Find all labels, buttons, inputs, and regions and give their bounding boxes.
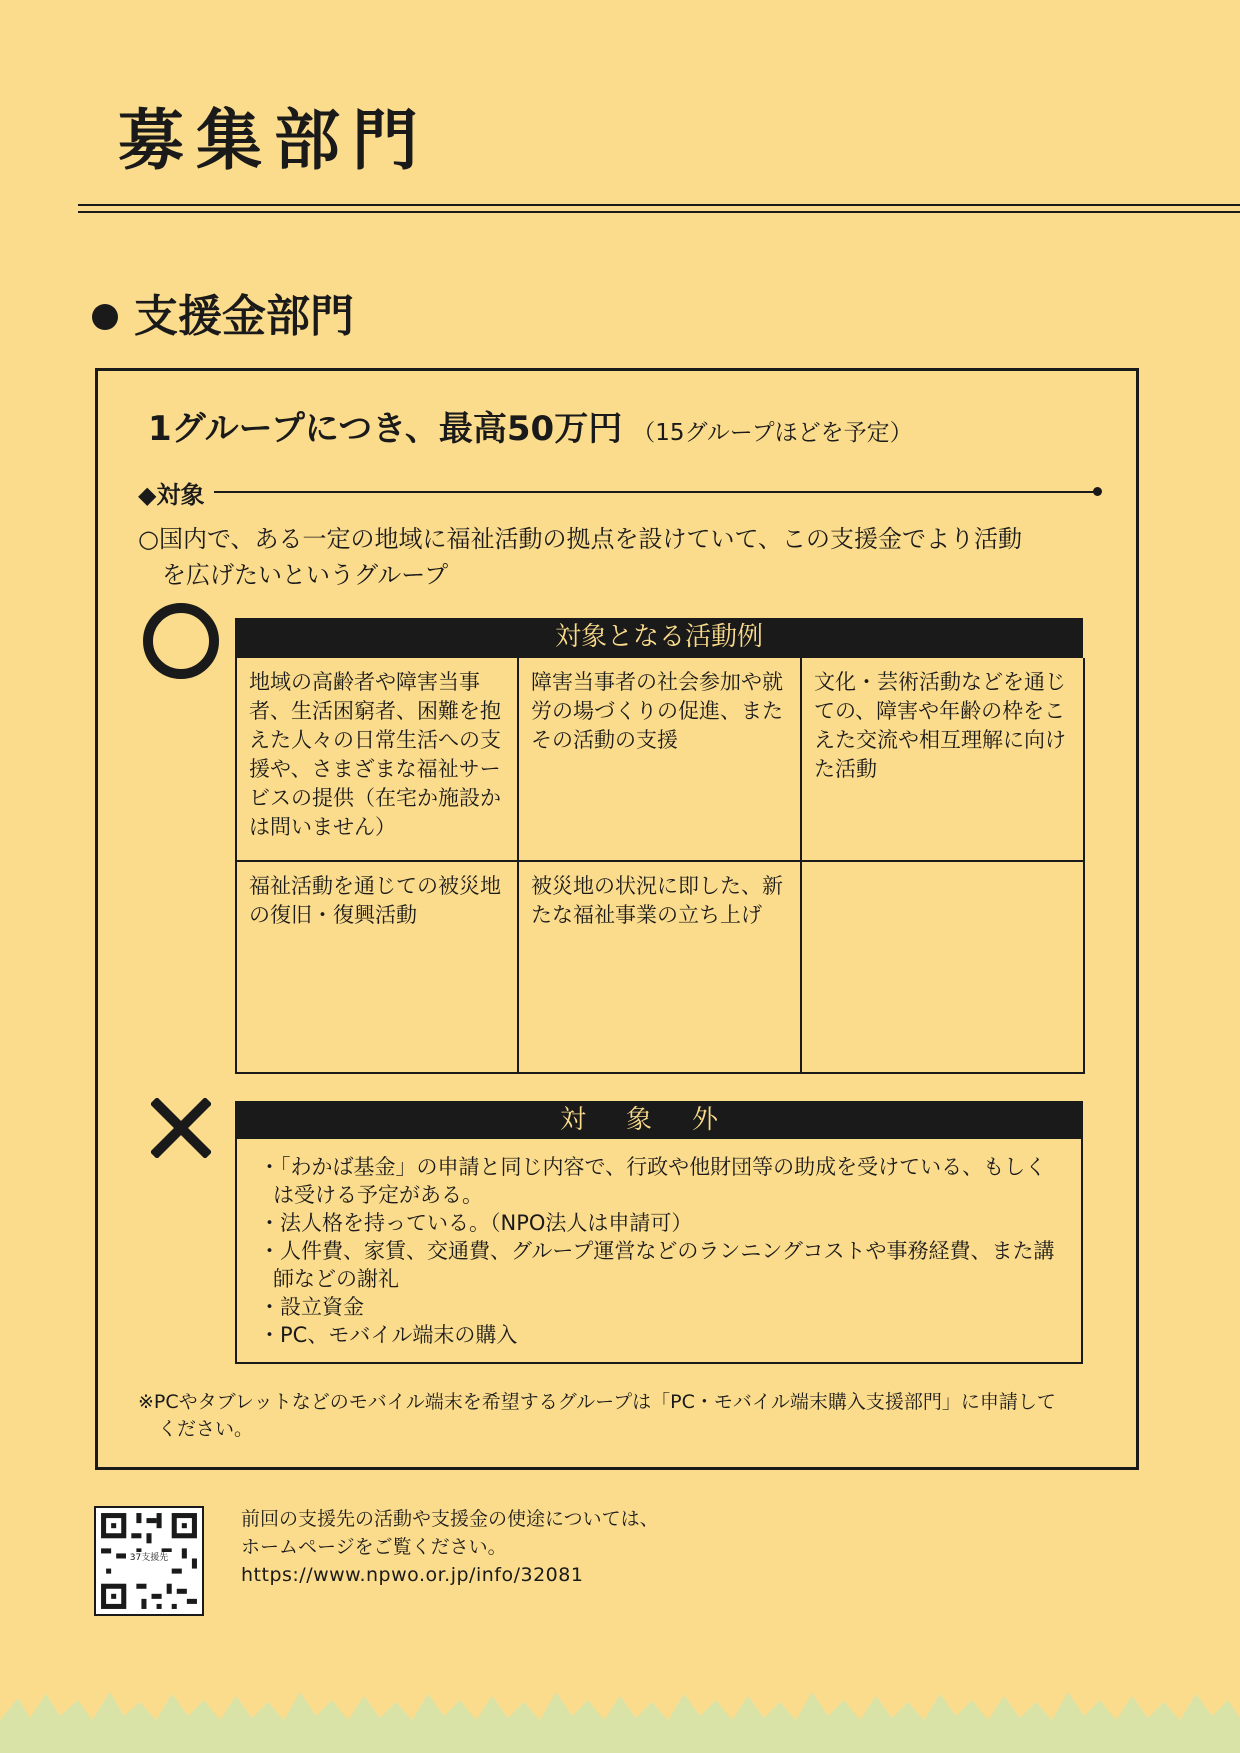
excluded-item: ・設立資金: [259, 1295, 364, 1319]
section-heading: [92, 291, 354, 342]
excluded-item: ・「わかば基金」の申請と同じ内容で、行政や他財団等の助成を受けている、もしくは受ける予定がある。: [259, 1155, 1047, 1207]
title-double-rule: [78, 204, 1240, 213]
example-cell-empty: [802, 862, 1085, 1074]
target-description: [138, 521, 1103, 593]
footer-info: [241, 1505, 659, 1589]
headline-main: 1グループにつき、最高50万円: [148, 409, 623, 449]
target-line-2: を広げたいというグループ: [162, 561, 449, 589]
qr-label: 37支援先: [126, 1552, 172, 1564]
headline-note: （15グループほどを予定）: [632, 420, 913, 446]
example-cell: 障害当事者の社会参加や就労の場づくりの促進、またその活動の支援: [519, 658, 802, 862]
headline: [148, 401, 913, 450]
target-line-1: ○国内で、ある一定の地域に福祉活動の拠点を設けていて、この支援金でより活動: [138, 525, 1022, 553]
target-divider: [214, 491, 1098, 493]
excluded-item: ・人件費、家賃、交通費、グループ運営などのランニングコストや事務経費、また講師などの謝礼: [259, 1239, 1055, 1291]
qr-code[interactable]: [94, 1506, 204, 1616]
footer-line-1: 前回の支援先の活動や支援金の使途については、: [241, 1508, 659, 1530]
excluded-list: [235, 1139, 1083, 1364]
device-note-line-2: ください。: [158, 1418, 254, 1440]
excluded-item: ・PC、モバイル端末の購入: [259, 1323, 518, 1347]
cross-ng-icon: [151, 1098, 211, 1158]
excluded-box: [235, 1101, 1083, 1364]
example-cell: 地域の高齢者や障害当事者、生活困窮者、困難を抱えた人々の日常生活への支援や、さまざまな福祉サービスの提供（在宅か施設かは問いません）: [237, 658, 519, 862]
example-cell: 文化・芸術活動などを通じての、障害や年齢の枠をこえた交流や相互理解に向けた活動: [802, 658, 1085, 862]
example-cell: 福祉活動を通じての被災地の復旧・復興活動: [237, 862, 519, 1074]
example-activities-table: [235, 618, 1083, 1074]
excluded-item: ・法人格を持っている。（NPO法人は申請可）: [259, 1211, 693, 1235]
grass-decoration: [0, 1690, 1240, 1753]
section-heading-label: 支援金部門: [134, 291, 354, 342]
excluded-heading: 対象外: [235, 1101, 1083, 1139]
footer-url-link[interactable]: https://www.npwo.or.jp/info/32081: [241, 1564, 584, 1586]
device-note-line-1: ※PCやタブレットなどのモバイル端末を希望するグループは「PC・モバイル端末購入支援部門」に申請して: [138, 1391, 1056, 1413]
bullet-dot-icon: [92, 304, 118, 330]
page-title: 募集部門: [118, 102, 430, 179]
target-label: ◆対象: [138, 480, 205, 509]
example-activities-grid: [235, 656, 1083, 1074]
circle-ok-icon: [143, 603, 219, 679]
example-activities-heading: 対象となる活動例: [235, 618, 1083, 656]
target-label-row: [138, 477, 1098, 507]
footer-line-2: ホームページをご覧ください。: [241, 1536, 507, 1558]
device-note: [138, 1389, 1098, 1443]
support-fund-box: [95, 368, 1139, 1470]
example-cell: 被災地の状況に即した、新たな福祉事業の立ち上げ: [519, 862, 802, 1074]
